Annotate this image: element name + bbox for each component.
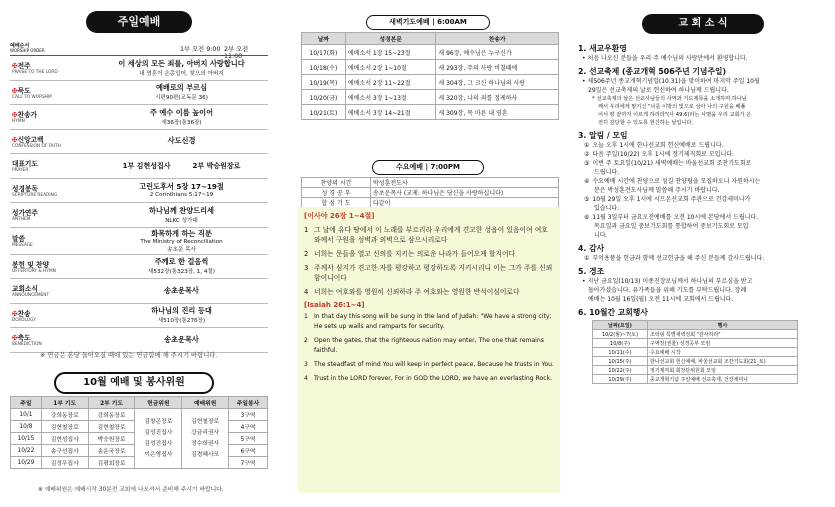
order-main: 주께로 한 걸음씩 [154, 257, 209, 267]
dawn-cell: 10/20(금) [302, 90, 346, 105]
order-label [12, 183, 94, 198]
dawn-cell: 새 304장, 그 크신 하나님의 사랑 [436, 75, 559, 90]
staff-cell: 6구역 [229, 445, 268, 457]
event-row [593, 330, 798, 339]
dawn-prayer-table [301, 32, 559, 120]
order-label-ko: 성경봉독 [12, 184, 38, 193]
dawn-cell: 에베소서 2장 1~10절 [345, 60, 436, 75]
staff-cell: 김정우집사 [41, 457, 88, 469]
order-sub: The Ministry of Reconciliation [140, 238, 223, 245]
order-label-en: PRAYER [12, 168, 29, 174]
order-label-en: DOXOLOGY [12, 317, 36, 323]
worship-member: 강금리권사 [191, 429, 220, 436]
staff-cell: 10/15 [11, 433, 42, 445]
order-label [12, 259, 94, 274]
dawn-cell: 새 96장, 예수님은 누구신가 [436, 45, 559, 60]
verse-number: 4 [304, 375, 308, 382]
news-section-title: 2. 선교축제 (종교개혁 506주년 기념주일) [578, 67, 727, 76]
verse-text: Trust in the LORD forever, For in GOD the LORD, we have an everlasting Rock. [314, 375, 553, 382]
order-label [12, 207, 94, 222]
order-label-ko: 신앙고백 [17, 135, 44, 144]
news-section-title: 6. 10월간 교회행사 [578, 308, 648, 317]
verse-text: 그 날에 유다 땅에서 이 노래를 부르리라 우리에게 견고한 성읍이 있음이여 여호와께서 구원을 성벽과 외벽으로 삼으시리로다 [314, 226, 548, 244]
order-label-ko: 찬송 [17, 309, 31, 318]
english-reference: [Isaiah 26:1~4] [304, 301, 365, 309]
staff-cell: 4구역 [229, 421, 268, 433]
verse [304, 249, 554, 259]
order-label [12, 233, 94, 248]
wed-cell: 다같이 [371, 198, 559, 208]
news-line: 돌아가셨습니다. 유가족들을 위해 기도를 부탁드립니다. 장례 [588, 287, 747, 294]
order-row [10, 227, 268, 254]
church-news-body [578, 40, 828, 384]
cross-icon: ✠ [12, 62, 18, 71]
wed-row [302, 178, 559, 188]
service-time-1: 1부 오전 9:00 [180, 46, 221, 53]
order-main: 송초운목사 [164, 285, 199, 295]
service-time-2: 2부 오전 11:00 [224, 46, 249, 60]
bullet-icon: • [582, 278, 586, 285]
order-sub: NLKC 성가대 [165, 217, 198, 224]
verse-number: 3 [304, 264, 309, 272]
order-label-en: MESSAGE [12, 243, 33, 248]
verse-number: 2 [304, 250, 309, 258]
verse-text: 너희는 여호와를 영원히 신뢰하라 주 여호와는 영원한 반석이심이로다 [314, 288, 520, 296]
verse-number: 1 [304, 226, 309, 234]
sunday-worship-title: 주일예배 [86, 11, 192, 33]
staff-row [11, 409, 268, 421]
staff-cell: 강희동장로 [41, 409, 88, 421]
events-header: 날짜(요일) [593, 321, 648, 330]
verse-text: The steadfast of mind You will keep in perfect peace, Because he trusts in You. [314, 361, 554, 368]
event-cell: 10/22(주) [593, 366, 648, 375]
news-line: 오늘 오후 1시에 한나선교회 헌신예배로 드립니다. [592, 142, 724, 149]
october-staff-title: 10월 예배 및 봉사위원 [54, 372, 214, 394]
item-number: ④ [584, 178, 590, 185]
order-title-ko: 예배순서 [10, 43, 30, 49]
staff-cell: 3구역 [229, 409, 268, 421]
events-table [592, 320, 798, 384]
verse-number: 3 [304, 361, 308, 368]
verse-text: Open the gates, that the righteous nation may enter, The one that remains faithful. [314, 337, 544, 354]
news-line: 처음 나오신 분들을 우리 주 예수님의 사랑안에서 환영합니다. [587, 55, 748, 62]
verse-text: In that day this song will be sung in the land of Judah: "We have a strong city; He sets up walls and ramparts for security. [314, 313, 552, 330]
order-label [12, 308, 94, 323]
worship-order-header [10, 42, 268, 60]
staff-header: 주일봉사 [229, 397, 268, 409]
wed-cell: 합 심 기 도 [302, 198, 371, 208]
order-label-ko: 묵도 [17, 86, 31, 95]
dawn-row [302, 90, 559, 105]
order-main: 주 예수 이름 높이어 [149, 107, 214, 117]
staff-cell: 김현철장로 [88, 421, 135, 433]
news-section-title: 1. 새교우환영 [578, 44, 627, 53]
order-row [10, 203, 268, 228]
staff-cell: 김현성집사 [41, 433, 88, 445]
order-label-en: BENEDICTION [12, 342, 42, 348]
wednesday-worship-title: 수요예배 | 7:00PM [372, 160, 484, 175]
order-sub: 내 영혼이 은총입어, 찾으의 아버지 [139, 70, 224, 77]
event-cell: 한나선교회 헌신예배, 바울선교회 조찬기도회(21_토) [648, 357, 798, 366]
dawn-cell: 에베소서 3장 1~13절 [345, 90, 436, 105]
order-sub: 새36장(통36장) [161, 119, 202, 126]
dawn-cell: 새 320장, 나의 죄를 정케하사 [436, 90, 559, 105]
order-label [12, 134, 94, 149]
verse [304, 225, 554, 245]
staff-header: 헌금위원 [135, 397, 182, 409]
scripture-box [298, 207, 560, 493]
order-label-en: HYMN [12, 119, 25, 125]
dawn-cell: 새 309장, 목 마른 내 영혼 [436, 105, 559, 120]
cross-icon: ✠ [12, 309, 18, 318]
staff-note: ※ 예배위원은 예배시작 30분전 교회에 나오셔서 준비해 주시기 바랍니다. [38, 487, 224, 493]
staff-cell: 7구역 [229, 457, 268, 469]
staff-header: 1부 기도 [41, 397, 88, 409]
dawn-cell: 에베소서 2장 11~22절 [345, 75, 436, 90]
order-main: 송초운목사 [164, 334, 199, 344]
order-main: 고린도후서 5장 17~19절 [139, 182, 224, 192]
order-main: 사도신경 [167, 136, 196, 146]
news-line: 예배는 10월 16일(월) 오전 11시에 교회에서 드립니다. [588, 296, 734, 303]
event-row [593, 339, 798, 348]
news-section-title: 4. 감사 [578, 244, 605, 253]
item-number: ⑤ [584, 196, 590, 203]
dawn-cell: 10/19(목) [302, 75, 346, 90]
event-cell: 10/15(주) [593, 357, 648, 366]
order-row [10, 303, 268, 328]
staff-cell: 10/1 [11, 409, 42, 421]
prayer-1: 1부 김현성집사 [122, 161, 171, 170]
event-cell: 10/29(주) [593, 375, 648, 384]
worship-member: 김경혜사모 [191, 451, 220, 458]
dawn-row [302, 45, 559, 60]
order-label [12, 332, 94, 347]
church-news-title: 교 회 소 식 [642, 14, 764, 34]
order-row [10, 56, 268, 81]
news-line: 29일은 선교축제의 날로 헌신하여 하나님께 드립니다. [588, 87, 729, 94]
order-main: 예배로의 부르심 [155, 83, 208, 93]
order-row [10, 328, 268, 353]
verse [304, 287, 554, 297]
order-label-en: CALL TO WORSHIP [12, 94, 52, 100]
event-cell: 구역장(권찰) 성경공부 모임 [648, 339, 798, 348]
order-label-ko: 봉헌 및 찬양 [12, 260, 49, 269]
dawn-cell: 새 293장, 주의 사랑 비칠때에 [436, 60, 559, 75]
news-line: 드립니다. [594, 169, 620, 176]
order-main: 하나님의 진리 등대 [151, 306, 212, 316]
korean-reference: [이사야 26장 1~4절] [304, 212, 375, 220]
staff-cell: 10/22 [11, 445, 42, 457]
star-icon: * [592, 96, 595, 102]
order-label [12, 60, 94, 75]
staff-table [10, 396, 268, 469]
order-sub2: 송초운 목사 [167, 246, 196, 253]
dawn-row [302, 105, 559, 120]
worship-member: 김현철장로 [191, 418, 220, 425]
order-row [10, 154, 268, 179]
event-row [593, 348, 798, 357]
dawn-cell: 10/17(화) [302, 45, 346, 60]
order-sub: 시편90편(교독문 36) [155, 95, 208, 102]
order-label-en: ANTHEM [12, 217, 31, 223]
order-title-en: WORSHIP ORDER [10, 48, 45, 53]
offering-member: 이은영집사 [144, 451, 173, 458]
order-main: 하나님께 찬양드리세 [149, 205, 214, 215]
cross-icon: ✠ [12, 135, 18, 144]
order-label-ko: 말씀 [12, 235, 25, 243]
dawn-header: 찬송가 [436, 33, 559, 45]
bullet-icon: • [582, 78, 586, 85]
order-label-en: PRAISE TO THE LORD [12, 70, 58, 76]
staff-cell: 박승원장로 [88, 433, 135, 445]
staff-header: 2부 기도 [88, 397, 135, 409]
verse-number: 4 [304, 288, 309, 296]
staff-header: 주일 [11, 397, 42, 409]
staff-cell: 송운국장로 [88, 445, 135, 457]
order-row [10, 80, 268, 105]
verse [304, 360, 554, 370]
verse [304, 336, 554, 356]
order-row [10, 254, 268, 279]
event-cell: 10/2(월)~7(토) [593, 330, 648, 339]
order-label [12, 283, 94, 298]
order-sub: 새510장(통276장) [157, 318, 206, 325]
item-number: ① [584, 255, 590, 262]
order-label-ko: 전주 [17, 62, 31, 71]
staff-cell: 김평회장로 [88, 457, 135, 469]
events-header: 행사 [648, 321, 798, 330]
order-main: 이 세상의 모든 죄를, 아버지 사랑합니다 [118, 58, 245, 68]
verse [304, 312, 554, 332]
order-label-ko: 성가연주 [12, 209, 38, 218]
order-label [12, 109, 94, 124]
news-line: 분은 박성훈전도사님께 말씀해 주시기 바랍니다. [594, 187, 720, 194]
wed-cell: 찬양의 시간 [302, 178, 371, 188]
news-line: 수요예배 시간에 찬양으로 섬길 찬양팀을 모집하오니 자원하시는 [592, 178, 761, 185]
verse [304, 374, 554, 384]
staff-cell: 김현철장로 [41, 421, 88, 433]
news-line: 10월 29일 오후 1시에 시므온선교회 주관으로 건강세미나가 [592, 196, 751, 203]
staff-cell: 10/29 [11, 457, 42, 469]
item-number: ③ [584, 160, 590, 167]
offering-member: 김성진집사 [144, 429, 173, 436]
order-row [10, 129, 268, 154]
item-number: ② [584, 151, 590, 158]
dawn-cell: 10/21(토) [302, 105, 346, 120]
order-label-ko: 축도 [17, 334, 31, 343]
order-label-ko: 찬송가 [17, 111, 37, 120]
item-number: ① [584, 142, 590, 149]
staff-cell: 5구역 [229, 433, 268, 445]
dawn-header: 날짜 [302, 33, 346, 45]
bullet-icon: • [582, 55, 586, 62]
news-line: 있습니다. [594, 205, 620, 212]
order-label-en: OFFERTORY & HYMN [12, 268, 56, 274]
order-main: 화목하게 하는 직분 [151, 228, 212, 238]
verse-number: 2 [304, 337, 308, 344]
dawn-header: 성경본문 [345, 33, 436, 45]
dawn-cell: 에베소서 1장 15~23절 [345, 45, 436, 60]
verse-text: 주께서 심지가 견고한 자를 평강하고 평강하도록 지키시리니 이는 그가 주를 신뢰함이니이다 [314, 264, 553, 282]
order-sub: 2 Corinthians 5:17~19 [149, 192, 214, 199]
worship-member: 정수희권사 [191, 440, 220, 447]
news-subline: 전히 감당할 수 있도록 헌신하는 날입니다. [598, 120, 694, 126]
event-cell: 10/11(수) [593, 348, 648, 357]
offering-member: 김창곤장로 [144, 418, 173, 425]
order-label-ko: 대표기도 [12, 160, 38, 169]
event-row [593, 357, 798, 366]
dawn-cell: 10/18(수) [302, 60, 346, 75]
wednesday-table [301, 177, 559, 208]
staff-cell: 10/8 [11, 421, 42, 433]
cross-icon: ✠ [12, 334, 18, 343]
event-row [593, 375, 798, 384]
dawn-cell: 에베소서 3장 14~21절 [345, 105, 436, 120]
news-line: 목요일과 금요일 중보기도회를 통합하여 중보기도회로 모입 [594, 223, 749, 230]
staff-header: 예배위원 [182, 397, 229, 409]
verse-number: 1 [304, 313, 308, 320]
event-cell: 정기제직회 회장단위원회 모임 [648, 366, 798, 375]
offering-note: ※ 연금은 본당 들어오실 때에 있는 연금함에 해 주시기 바랍니다. [40, 352, 218, 359]
news-line: 다음 주일(10/22) 오후 1시에 정기제직회로 모입니다. [592, 151, 734, 158]
event-cell: 수요예배 시작 [648, 348, 798, 357]
wed-row [302, 198, 559, 208]
order-label [12, 158, 94, 173]
order-label-en: CONFESSION OF FAITH [12, 143, 61, 149]
news-line: 11월 3일부터 금요오전예배를 오전 10시에 본당에서 드립니다. [592, 214, 759, 221]
news-section-title: 3. 알림 / 모임 [578, 131, 628, 140]
offering-member: 김성진집사 [144, 440, 173, 447]
verse-text: 너희는 문들을 열고 신의를 지키는 의로운 나라가 들어오게 할지어다 [314, 250, 516, 258]
news-line: 부억용품을 헌금과 함께 선교헌금을 해 주신 분들께 감사드립니다. [592, 255, 765, 262]
order-label-en: SCRIPTURE READING [12, 192, 58, 198]
cross-icon: ✠ [12, 111, 18, 120]
news-line: 제506주년 종교개혁기념일(10.31)을 맞이하여 마지막 주일 10월 [587, 78, 760, 85]
event-row [593, 366, 798, 375]
wed-cell: 송초운목사 (교제: 하나님은 당신을 사랑하십니다) [371, 188, 559, 198]
order-label-en: ANNOUNCEMENT [12, 293, 50, 299]
verse [304, 263, 554, 283]
dawn-prayer-title: 새벽기도예배 | 6:00AM [366, 15, 490, 30]
order-row [10, 279, 268, 304]
order-row [10, 178, 268, 203]
news-line: 이번 주 토요일(10/21) 새벽예배는 바울선교회 조찬기도회로 [592, 160, 752, 167]
news-line: 니다. [594, 232, 608, 239]
news-line: 지난 금요일(10/13) 이종진장로님께서 하나님의 부르심을 받고 [587, 278, 753, 285]
order-label [12, 85, 94, 100]
worship-order-table [10, 55, 268, 353]
order-sub: 새532장(통323장, 1, 4절) [148, 269, 215, 276]
order-label-ko: 교회소식 [12, 285, 38, 294]
event-cell: 조락핑 특별새벽성회 "감사하라" [648, 330, 798, 339]
event-cell: 10/8(주) [593, 339, 648, 348]
news-section-title: 5. 경조 [578, 267, 605, 276]
news-subline: 께서 우리에게 맡기신 "너를 이방의 빛으로 삼아 나의 구원을 베풀 [598, 104, 746, 110]
dawn-row [302, 60, 559, 75]
event-cell: 종교개혁기념 주일예배 선교축제, 건강세미나 [648, 375, 798, 384]
dawn-row [302, 75, 559, 90]
staff-cell: 송구선집사 [41, 445, 88, 457]
news-subline: 선교축제의 날은 선교사님들의 사역과 기도제목을 소개하며 하나님 [596, 96, 747, 102]
staff-cell: 강희동장로 [88, 409, 135, 421]
wed-cell: 박성훈전도사 [371, 178, 559, 188]
news-subline: 어서 땅 끝까지 이르게 하리라"(사 49:6)라는 사명을 우리 교회가 온 [598, 112, 752, 118]
prayer-2: 2부 박승원장로 [192, 161, 241, 170]
cross-icon: ✠ [12, 86, 18, 95]
wed-cell: 성 경 공 부 [302, 188, 371, 198]
item-number: ⑥ [584, 214, 590, 221]
wed-row [302, 188, 559, 198]
order-row [10, 105, 268, 130]
